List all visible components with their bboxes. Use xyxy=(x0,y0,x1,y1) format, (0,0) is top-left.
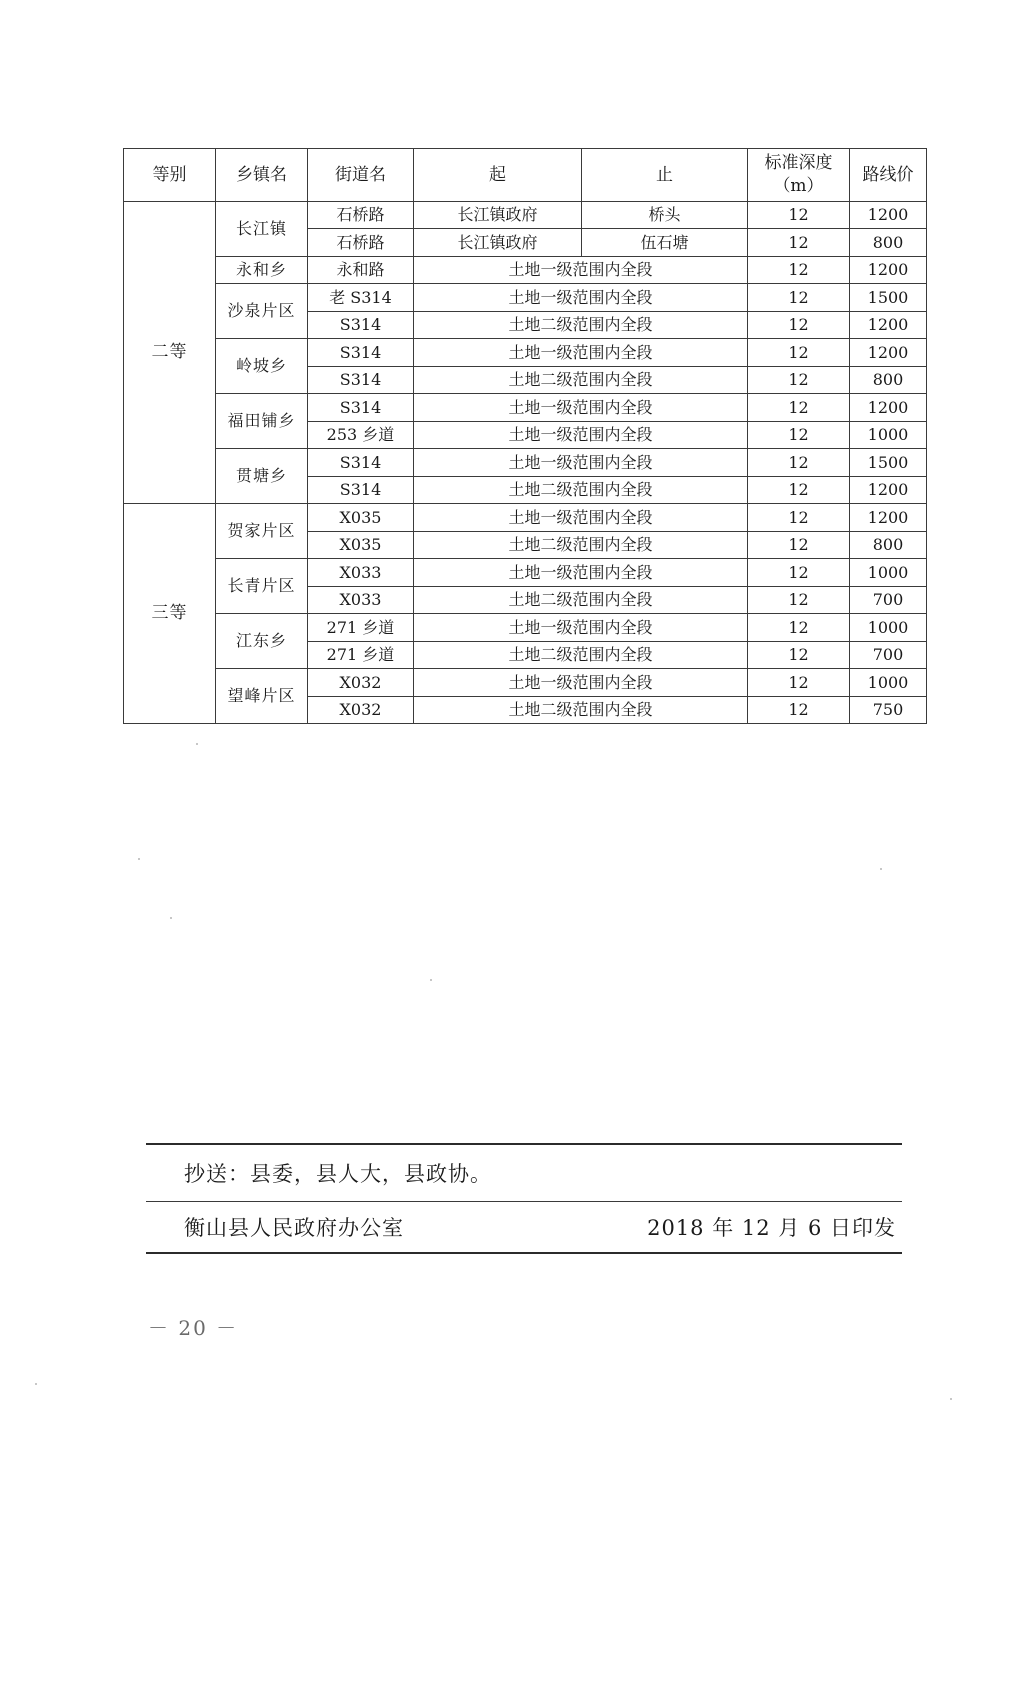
table-body xyxy=(124,202,927,724)
street-cell: 永和路 xyxy=(308,257,414,284)
street-cell: 石桥路 xyxy=(308,229,414,257)
grade-cell: 二等 xyxy=(124,202,216,504)
town-cell: 贯塘乡 xyxy=(216,449,308,504)
price-cell: 700 xyxy=(850,642,927,669)
town-cell: 长江镇 xyxy=(216,202,308,257)
depth-cell: 12 xyxy=(748,367,850,394)
street-cell: 271 乡道 xyxy=(308,614,414,642)
table-row xyxy=(124,284,927,312)
header-town: 乡镇名 xyxy=(216,149,308,202)
depth-cell: 12 xyxy=(748,339,850,367)
range-cell: 土地一级范围内全段 xyxy=(414,422,748,449)
table-row xyxy=(124,559,927,587)
price-cell: 1200 xyxy=(850,202,927,229)
price-cell: 1500 xyxy=(850,449,927,477)
range-cell: 土地一级范围内全段 xyxy=(414,449,748,477)
depth-cell: 12 xyxy=(748,504,850,532)
depth-cell: 12 xyxy=(748,202,850,229)
header-start: 起 xyxy=(414,149,582,202)
price-cell: 700 xyxy=(850,587,927,614)
street-cell: S314 xyxy=(308,367,414,394)
depth-cell: 12 xyxy=(748,229,850,257)
page-number: － 20 － xyxy=(148,1316,239,1340)
header-price: 路线价 xyxy=(850,149,927,202)
document-footer xyxy=(146,1143,902,1254)
range-cell: 土地一级范围内全段 xyxy=(414,339,748,367)
town-cell: 望峰片区 xyxy=(216,669,308,724)
price-cell: 800 xyxy=(850,367,927,394)
price-cell: 1000 xyxy=(850,422,927,449)
road-price-table xyxy=(123,148,927,724)
town-cell: 沙泉片区 xyxy=(216,284,308,339)
depth-cell: 12 xyxy=(748,559,850,587)
header-depth xyxy=(748,149,850,202)
depth-cell: 12 xyxy=(748,669,850,697)
depth-cell: 12 xyxy=(748,614,850,642)
scan-speck xyxy=(138,858,140,860)
range-cell: 土地一级范围内全段 xyxy=(414,394,748,422)
range-cell: 土地二级范围内全段 xyxy=(414,312,748,339)
table-row xyxy=(124,504,927,532)
scan-speck xyxy=(170,917,172,919)
street-cell: X033 xyxy=(308,559,414,587)
town-cell: 岭坡乡 xyxy=(216,339,308,394)
scan-speck xyxy=(950,1398,952,1400)
street-cell: 石桥路 xyxy=(308,202,414,229)
cc-line: 抄送：县委，县人大，县政协。 xyxy=(184,1162,492,1186)
depth-cell: 12 xyxy=(748,312,850,339)
street-cell: S314 xyxy=(308,394,414,422)
street-cell: 271 乡道 xyxy=(308,642,414,669)
footer-bottom-rule xyxy=(146,1252,902,1254)
price-cell: 1200 xyxy=(850,477,927,504)
price-cell: 1000 xyxy=(850,614,927,642)
depth-cell: 12 xyxy=(748,422,850,449)
street-cell: X035 xyxy=(308,504,414,532)
price-cell: 1500 xyxy=(850,284,927,312)
street-cell: X032 xyxy=(308,697,414,724)
street-cell: S314 xyxy=(308,449,414,477)
range-cell: 土地一级范围内全段 xyxy=(414,284,748,312)
range-cell: 土地二级范围内全段 xyxy=(414,587,748,614)
header-street: 街道名 xyxy=(308,149,414,202)
street-cell: 253 乡道 xyxy=(308,422,414,449)
scan-speck xyxy=(35,1383,37,1385)
street-cell: X032 xyxy=(308,669,414,697)
depth-cell: 12 xyxy=(748,394,850,422)
range-cell: 土地二级范围内全段 xyxy=(414,367,748,394)
price-cell: 800 xyxy=(850,229,927,257)
town-cell: 江东乡 xyxy=(216,614,308,669)
street-cell: 老 S314 xyxy=(308,284,414,312)
range-cell: 土地一级范围内全段 xyxy=(414,504,748,532)
range-cell: 土地一级范围内全段 xyxy=(414,559,748,587)
header-grade: 等别 xyxy=(124,149,216,202)
range-cell: 土地二级范围内全段 xyxy=(414,477,748,504)
price-cell: 1000 xyxy=(850,559,927,587)
price-cell: 1000 xyxy=(850,669,927,697)
depth-cell: 12 xyxy=(748,477,850,504)
end-cell: 伍石塘 xyxy=(582,229,748,257)
range-cell: 土地二级范围内全段 xyxy=(414,697,748,724)
price-cell: 800 xyxy=(850,532,927,559)
start-cell: 长江镇政府 xyxy=(414,229,582,257)
header-end: 止 xyxy=(582,149,748,202)
table-row xyxy=(124,339,927,367)
grade-cell: 三等 xyxy=(124,504,216,724)
depth-cell: 12 xyxy=(748,284,850,312)
street-cell: X033 xyxy=(308,587,414,614)
street-cell: S314 xyxy=(308,339,414,367)
table-row xyxy=(124,202,927,229)
table-row xyxy=(124,614,927,642)
scan-speck xyxy=(430,979,432,981)
depth-cell: 12 xyxy=(748,587,850,614)
header-depth-unit: （m） xyxy=(773,176,824,196)
range-cell: 土地一级范围内全段 xyxy=(414,669,748,697)
town-cell: 福田铺乡 xyxy=(216,394,308,449)
price-cell: 1200 xyxy=(850,504,927,532)
depth-cell: 12 xyxy=(748,257,850,284)
price-cell: 1200 xyxy=(850,257,927,284)
table-row xyxy=(124,669,927,697)
table-row xyxy=(124,257,927,284)
scan-speck xyxy=(880,868,882,870)
price-cell: 1200 xyxy=(850,312,927,339)
issuer-name: 衡山县人民政府办公室 xyxy=(184,1216,404,1240)
start-cell: 长江镇政府 xyxy=(414,202,582,229)
range-cell: 土地二级范围内全段 xyxy=(414,642,748,669)
depth-cell: 12 xyxy=(748,642,850,669)
range-cell: 土地一级范围内全段 xyxy=(414,257,748,284)
table-header-row xyxy=(124,149,927,202)
price-cell: 1200 xyxy=(850,394,927,422)
table-row xyxy=(124,449,927,477)
depth-cell: 12 xyxy=(748,697,850,724)
town-cell: 贺家片区 xyxy=(216,504,308,559)
town-cell: 长青片区 xyxy=(216,559,308,614)
range-cell: 土地二级范围内全段 xyxy=(414,532,748,559)
price-cell: 750 xyxy=(850,697,927,724)
end-cell: 桥头 xyxy=(582,202,748,229)
street-cell: S314 xyxy=(308,477,414,504)
depth-cell: 12 xyxy=(748,532,850,559)
town-cell: 永和乡 xyxy=(216,257,308,284)
price-cell: 1200 xyxy=(850,339,927,367)
street-cell: S314 xyxy=(308,312,414,339)
scan-speck xyxy=(196,743,198,745)
header-depth-label: 标准深度 xyxy=(764,153,833,174)
range-cell: 土地一级范围内全段 xyxy=(414,614,748,642)
depth-cell: 12 xyxy=(748,449,850,477)
issuer-line xyxy=(146,1202,902,1252)
issue-date: 2018 年 12 月 6 日印发 xyxy=(647,1216,896,1240)
table-row xyxy=(124,394,927,422)
street-cell: X035 xyxy=(308,532,414,559)
